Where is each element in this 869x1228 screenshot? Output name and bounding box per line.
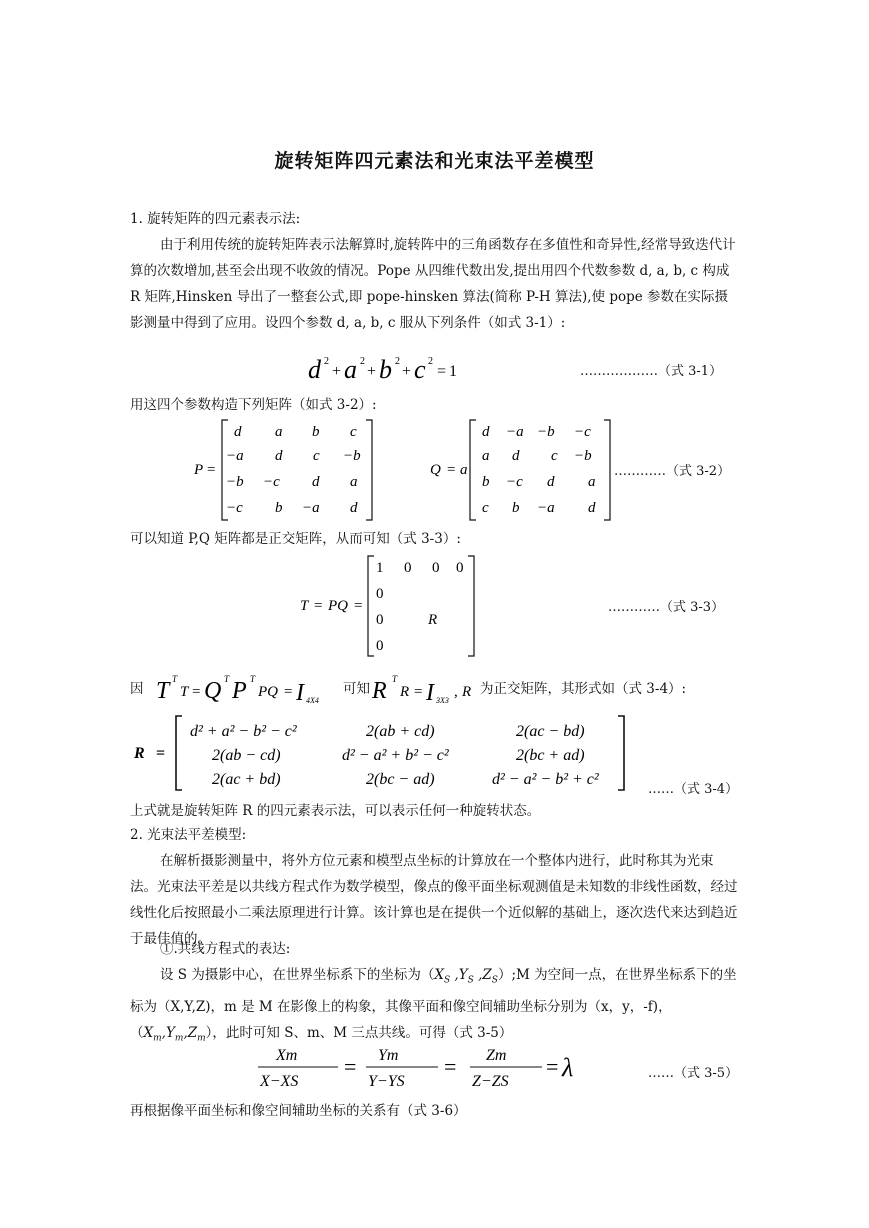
svg-text:0: 0 [376,586,384,602]
section-2-heading: 2. 光束法平差模型: [130,827,247,843]
svg-text:=: = [156,745,166,762]
equation-3-2-label: …………（式 3-2） [614,464,731,479]
equation-3-4 [128,712,638,794]
svg-text:3X3: 3X3 [436,696,449,705]
projection-center-coordinates: $X_S$ $,Y_S$ $,Z_S$ [434,967,498,986]
svg-text:−a: −a [506,424,524,440]
svg-text:R: R [400,684,410,700]
svg-text:d: d [234,424,242,440]
svg-text:1: 1 [376,560,384,576]
svg-text:P: P [232,678,247,704]
svg-text:d: d [512,448,520,464]
svg-text:d: d [547,474,555,490]
svg-text:−c: −c [226,500,243,516]
svg-text:X−XS: X−XS [260,1073,299,1090]
equation-3-2 [190,416,620,524]
svg-text:T: T [156,678,170,704]
collinearity-text-a: 设 S 为摄影中心，在世界坐标系下的坐标为（ [160,967,435,983]
equation-3-5 [252,1040,542,1096]
svg-text:−b: −b [226,474,244,490]
line-3-4-prefix: 因 [130,681,144,697]
svg-text:T: T [300,598,309,614]
svg-text:−c: −c [574,424,591,440]
svg-text:−b: −b [574,448,592,464]
svg-text:−a: −a [226,448,244,464]
svg-text:d² + a² − b² − c²: d² + a² − b² − c² [190,723,297,740]
lambda-equals [546,1040,586,1096]
svg-text:,: , [454,684,458,700]
svg-text:T: T [250,674,256,684]
svg-text:a: a [482,448,490,464]
svg-text:d: d [588,500,596,516]
svg-text:b: b [512,500,520,516]
svg-text:b: b [379,355,392,384]
svg-text:+: + [367,363,377,380]
svg-text:−c: −c [506,474,523,490]
svg-text:c: c [313,448,320,464]
line-before-3-3: 可以知道 P,Q 矩阵都是正交矩阵，从而可知（式 3-3）: [130,531,461,547]
svg-text:2: 2 [360,356,365,367]
collinearity-subheading: ①.共线方程式的表达: [160,941,291,957]
svg-text:T: T [224,674,230,684]
svg-text:c: c [414,355,426,384]
svg-text:−b: −b [343,448,361,464]
equation-3-3 [296,552,486,660]
svg-text:=: = [447,462,456,478]
svg-text:0: 0 [376,612,384,628]
page-title: 旋转矩阵四元素法和光束法平差模型 [274,150,595,172]
collinearity-text-c: ），此时可知 S、m、M 三点共线。可得（式 3-5） [205,1024,513,1041]
svg-text:=: = [414,684,423,700]
svg-text:T: T [172,674,178,684]
section-1-paragraph: 由于利用传统的旋转矩阵表示法解算时,旋转阵中的三角函数存在多值性和奇异性,经常导致迭代计算的次数增加,甚至会出现不收敛的情况。Pope 从四维代数出发,提出用四个代数参数 d, a, b, c 构成 R 矩阵,Hinsken 导出了一整套公式,即 pope-hinsken 算法(简称 P-H 算法),使 pope 参数在实际摄影测量中得到了应用。设四个参数 d, a, b, c 服从下列条件（如式 3-1）: [130,237,736,331]
svg-text:d² − a² − b² + c²: d² − a² − b² + c² [492,771,599,788]
svg-text:a: a [350,474,358,490]
image-space-coordinates: $X_m,Y_m,Z_m$ [143,1024,206,1044]
svg-text:d: d [308,355,321,384]
svg-text:=: = [546,1054,559,1079]
equation-3-5-label: ……（式 3-5） [648,1066,739,1081]
equation-3-4-label: ……（式 3-4） [648,782,739,797]
svg-text:c: c [551,448,558,464]
svg-text:λ: λ [562,1053,574,1082]
svg-text:2: 2 [324,356,329,367]
svg-text:I: I [296,680,304,706]
svg-text:a: a [275,424,283,440]
svg-text:2: 2 [395,356,400,367]
svg-text:=: = [354,598,363,614]
svg-text:=: = [192,684,201,700]
svg-text:−a: −a [537,500,555,516]
equation-3-1 [300,348,500,388]
collinearity-paragraph [130,962,740,1051]
svg-text:Q: Q [204,678,222,704]
collinearity-text-b: ）;M 为空间一点，在世界坐标系下的坐标为（X,Y,Z)，m 是 M 在影像上的构象，其像平面和像空间辅助坐标分别为（x，y，-f)，（ [130,967,737,1041]
svg-text:T: T [180,684,189,700]
svg-text:2(ab − cd): 2(ab − cd) [212,747,281,764]
svg-text:d² − a² + b² − c²: d² − a² + b² − c² [342,747,449,764]
svg-text:I: I [426,680,434,706]
svg-text:0: 0 [376,638,384,654]
svg-text:R: R [462,684,472,700]
svg-text:2(ac − bd): 2(ac − bd) [516,723,585,740]
svg-text:Y−YS: Y−YS [368,1073,405,1090]
svg-text:=: = [444,1054,457,1079]
svg-text:Q: Q [430,462,441,478]
svg-text:a: a [588,474,596,490]
svg-text:PQ: PQ [328,598,348,614]
svg-text:c: c [482,500,489,516]
svg-text:2(ac + bd): 2(ac + bd) [212,771,281,788]
section-1-heading: 1. 旋转矩阵的四元素表示法: [130,211,301,227]
svg-text:0: 0 [404,560,412,576]
svg-text:d: d [350,500,358,516]
svg-text:R: R [134,745,145,762]
svg-text:b: b [275,500,283,516]
svg-text:0: 0 [432,560,440,576]
svg-text:R: R [428,612,438,628]
svg-text:=: = [344,1054,357,1079]
svg-text:0: 0 [456,560,464,576]
svg-text:c: c [350,424,357,440]
section-2-paragraph: 在解析摄影测量中，将外方位元素和模型点坐标的计算放在一个整体内进行，此时称其为光束法。光束法平差是以共线方程式作为数学模型，像点的像平面坐标观测值是未知数的非线性函数，经过线性化后按照最小二乘法原理进行计算。该计算也是在提供一个近似解的基础上，逐次迭代来达到趋近于最佳值的。 [130,853,738,947]
rotation-summary: 上式就是旋转矩阵 R 的四元素表示法，可以表示任何一种旋转状态。 [130,803,541,819]
svg-text:+: + [332,363,342,380]
svg-text:=: = [207,462,216,478]
svg-text:Ym: Ym [378,1047,399,1064]
svg-text:P: P [194,462,204,478]
svg-text:Z−ZS: Z−ZS [472,1073,509,1090]
line-before-3-6: 再根据像平面坐标和像空间辅助坐标的关系有（式 3-6） [130,1103,467,1119]
orthogonal-relation-formula [154,670,344,706]
svg-text:4X4: 4X4 [306,696,319,705]
line-3-4-middle: 可知 [343,681,370,697]
svg-text:d: d [275,448,283,464]
svg-text:Xm: Xm [276,1047,298,1064]
equation-3-1-label: ………………（式 3-1） [580,364,723,379]
rotation-orthogonal-formula [370,670,490,706]
svg-text:d: d [482,424,490,440]
svg-text:1: 1 [449,363,457,380]
line-3-4-suffix: 为正交矩阵，其形式如（式 3-4）: [480,681,687,697]
svg-text:−c: −c [263,474,280,490]
svg-text:2(bc + ad): 2(bc + ad) [516,747,585,764]
svg-text:d: d [312,474,320,490]
svg-text:PQ: PQ [258,684,278,700]
svg-text:2(ab + cd): 2(ab + cd) [366,723,435,740]
svg-text:R: R [372,678,387,704]
svg-text:2(bc − ad): 2(bc − ad) [366,771,435,788]
svg-text:=: = [314,598,323,614]
svg-text:=: = [284,684,293,700]
svg-text:a: a [460,462,468,478]
svg-text:Zm: Zm [486,1047,507,1064]
svg-text:−a: −a [302,500,320,516]
svg-text:b: b [312,424,320,440]
svg-text:T: T [392,674,398,684]
svg-text:a: a [344,355,357,384]
line-before-3-2: 用这四个参数构造下列矩阵（如式 3-2）: [130,397,377,413]
svg-text:2: 2 [428,356,433,367]
svg-text:−b: −b [537,424,555,440]
svg-text:=: = [437,363,447,380]
equation-3-3-label: …………（式 3-3） [608,600,725,615]
svg-text:b: b [482,474,490,490]
svg-text:+: + [402,363,412,380]
